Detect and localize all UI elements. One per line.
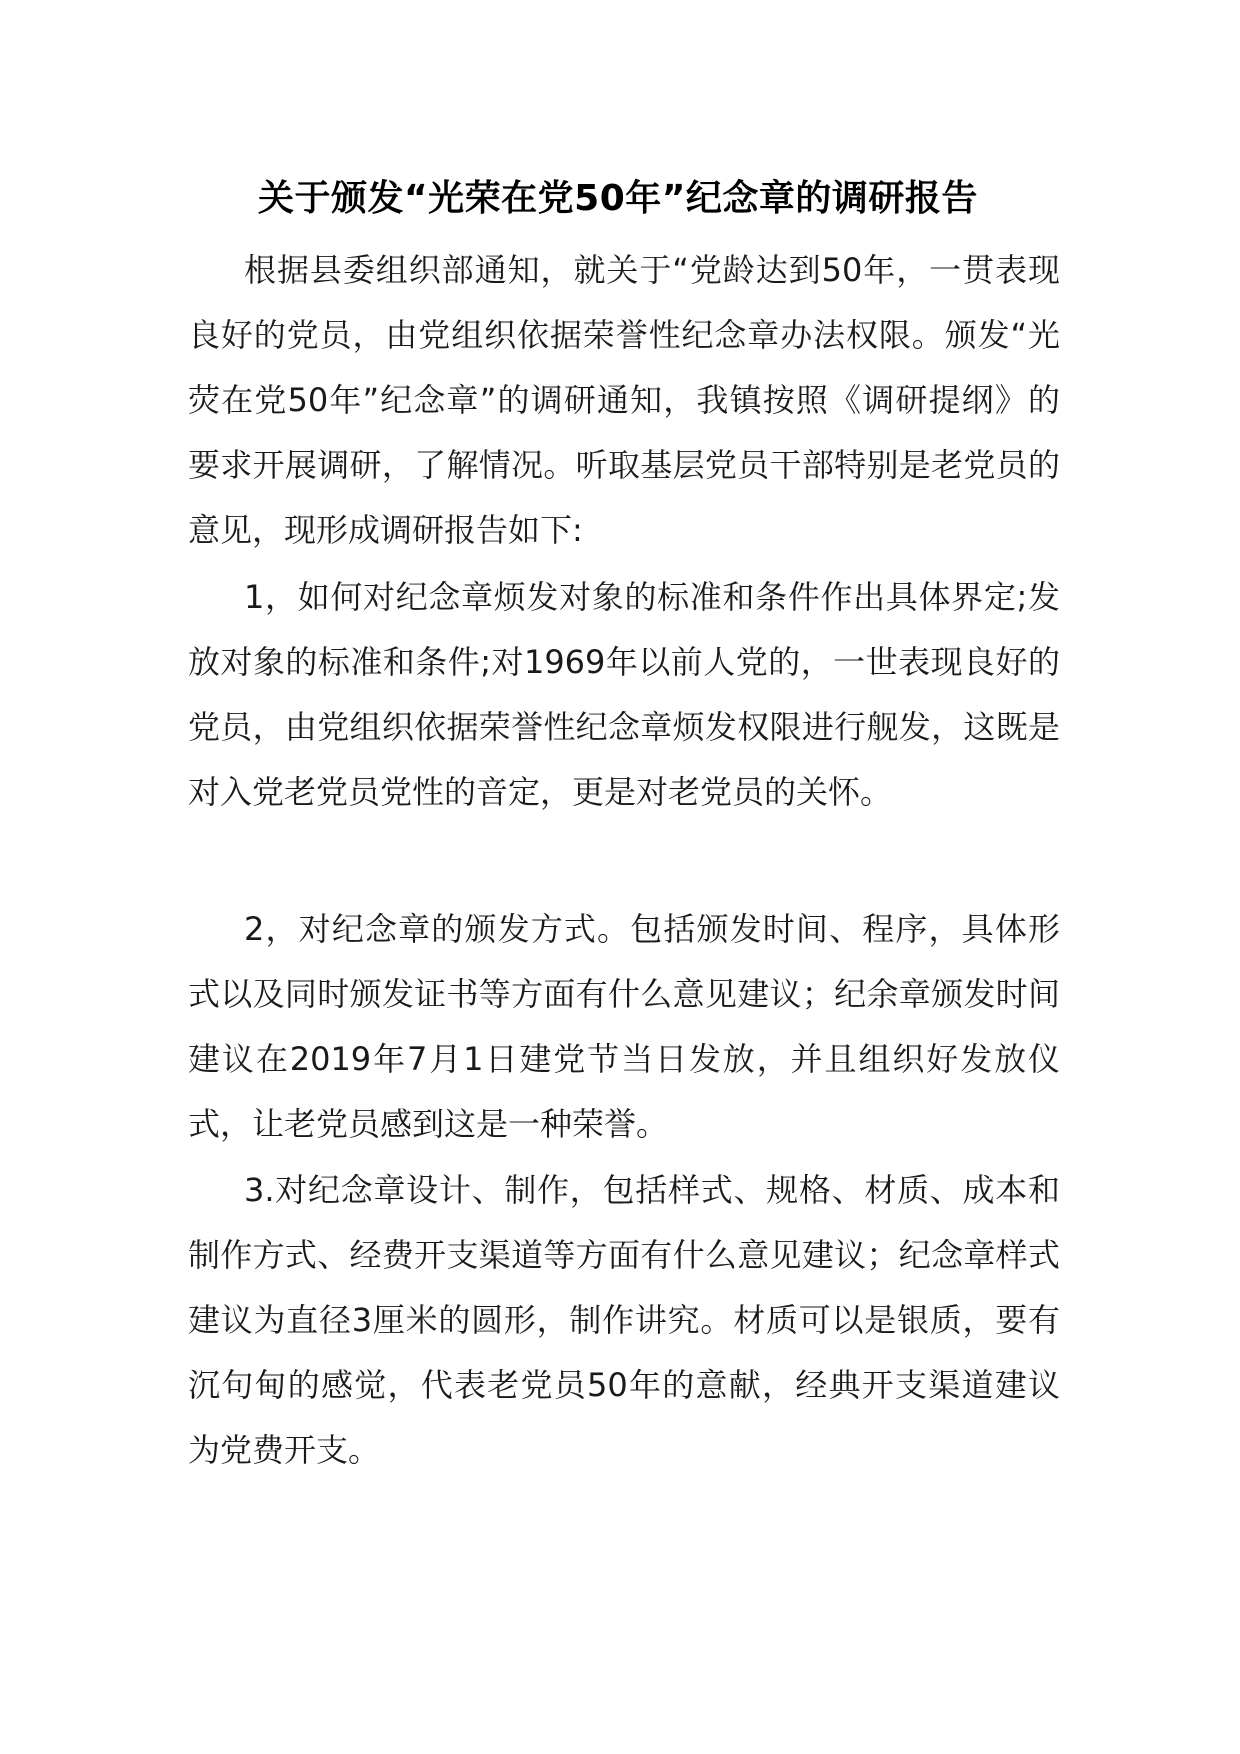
paragraph-intro: 根据县委组织部通知，就关于“党龄达到50年，一贯表现良好的党员，由党组织依据荣誉性纪念章办法权限。颁发“光荧在党50年”纪念章”的调研通知，我镇按照《调研提纲》的要求开展调研，了解情况。听取基层党员干部特别是老党员的意见，现形成调研报告如下: — [188, 251, 1060, 549]
paragraph-item-2: 2，对纪念章的颁发方式。包括颁发时间、程序，具体形式以及同时颁发证书等方面有什么意见建议；纪余章颁发时间建议在2019年7月1日建党节当日发放，并且组织好发放仪式，让老党员感到这是一种荣誉。 — [188, 910, 1060, 1143]
paragraph-item-1: 1，如何对纪念章烦发对象的标准和条件作出具体界定;发放对象的标准和条件;对1969年以前人党的，一世表现良好的党员，由党组织依据荣誉性纪念章烦发权限进行舰发，这既是对入党老党员党性的音定，更是对老党员的关怀。 — [188, 578, 1060, 811]
document-title: 关于颁发“光荣在党50年”纪念章的调研报告 — [258, 178, 978, 219]
paragraph-item-3: 3.对纪念章设计、制作，包括样式、规格、材质、成本和制作方式、经费开支渠道等方面有什么意见建议；纪念章样式建议为直径3厘米的圆形，制作讲究。材质可以是银质，要有沉句甸的感觉，代表老党员50年的意献，经典开支渠道建议为党费开支。 — [188, 1171, 1060, 1469]
